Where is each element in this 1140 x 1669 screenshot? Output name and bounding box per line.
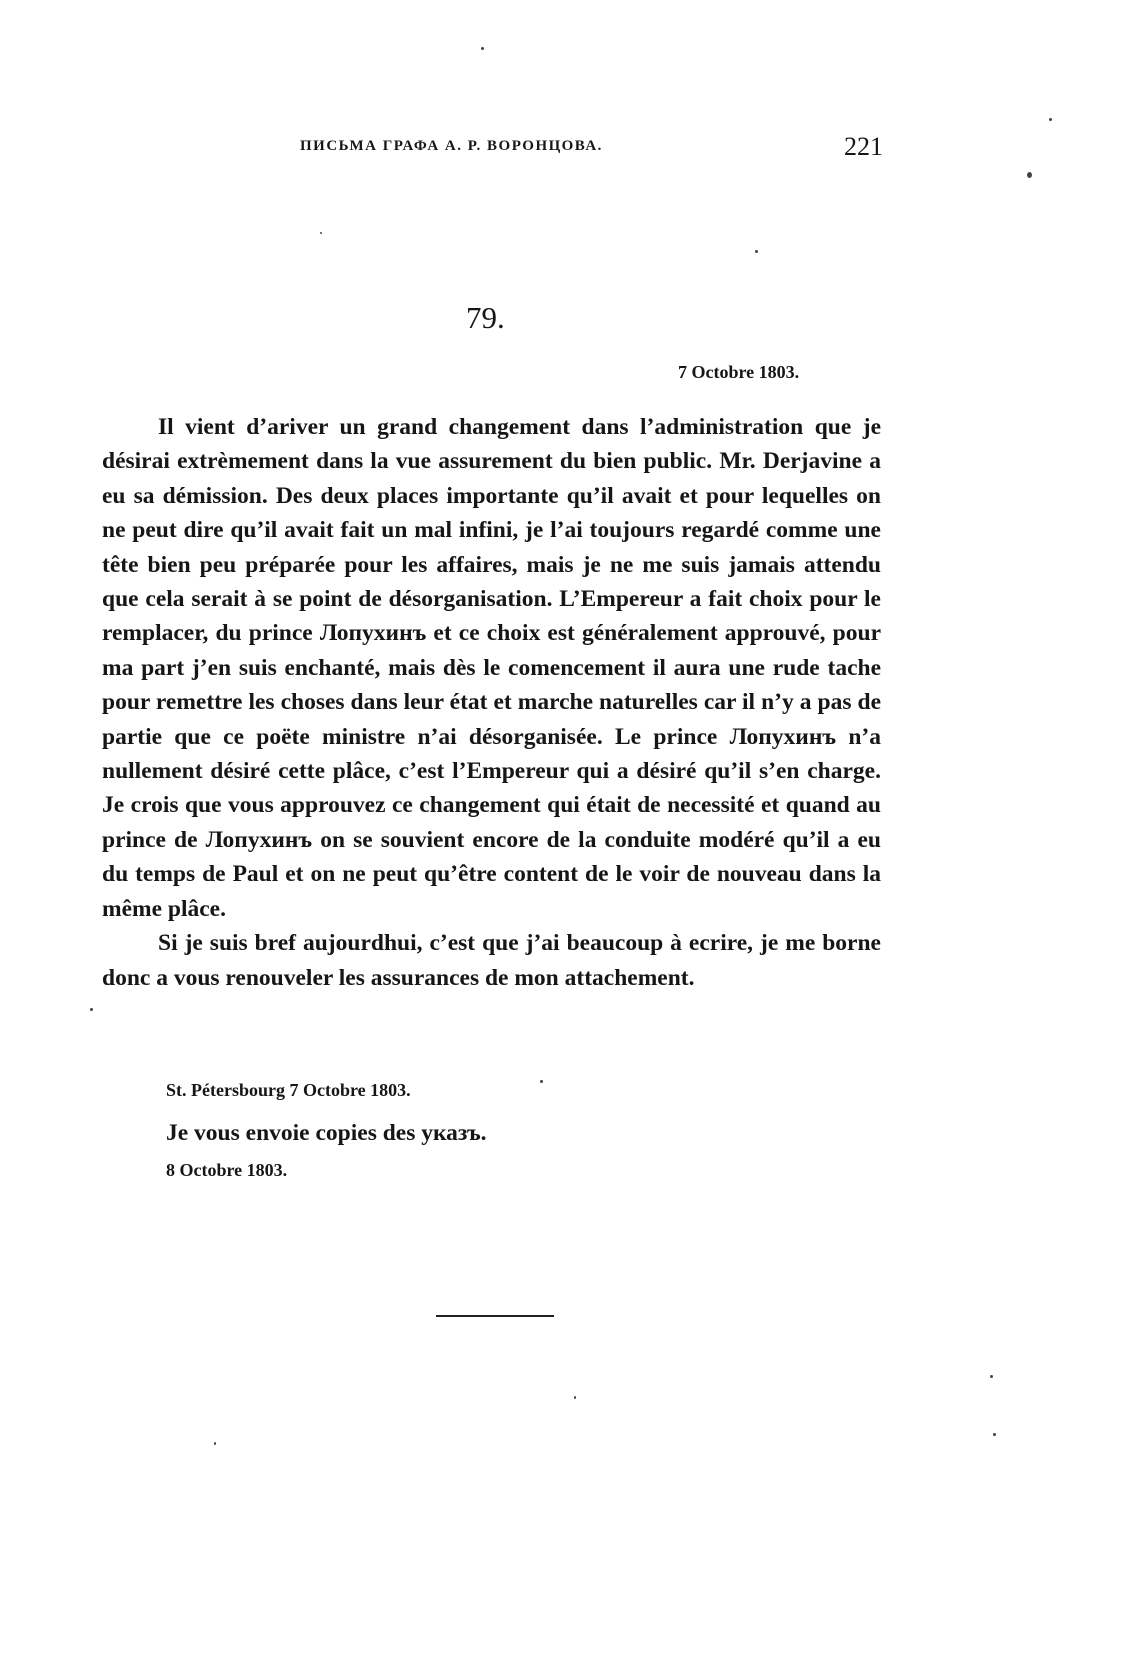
letter-body	[102, 410, 881, 995]
scan-speck	[90, 1008, 93, 1011]
scan-speck	[574, 1396, 576, 1399]
signoff-place-date: St. Pétersbourg 7 Octobre 1803.	[166, 1080, 411, 1100]
page-number: 221	[844, 132, 883, 161]
letter-date: 7 Octobre 1803.	[678, 362, 800, 382]
end-rule	[436, 1315, 554, 1317]
paragraph-2: Si je suis bref aujourdhui, c’est que j’ai beaucoup à ecrire, je me borne donc a vous renouveler les assurances de mon attachement.	[102, 930, 881, 991]
scan-speck	[1049, 118, 1052, 121]
scan-speck	[214, 1442, 216, 1445]
postscript-date: 8 Octobre 1803.	[166, 1160, 288, 1180]
scan-speck	[755, 250, 758, 253]
scan-speck	[540, 1080, 543, 1083]
paragraph-1: Il vient d’ariver un grand changement dans l’administration que je désirai extrèmement dans la vue assurement du bien public. Mr. Derjavine a eu sa démission. Des deux places importante qu’il avait et pour lequelles on ne peut dire qu’il avait fait un mal infini, je l’ai toujours regardé comme une tête bien peu préparée pour les affaires, mais je ne me suis jamais attendu que cela serait à se point de désorganisation. L’Empereur a fait choix pour le remplacer, du prince Лопухинъ et ce choix est généralement approuvé, pour ma part j’en suis enchanté, mais dès le comencement il aura une rude tache pour remettre les choses dans leur état et marche naturelles car il n’y a pas de partie que ce poëte ministre n’ai désorganisée. Le prince Лопухинъ n’a nullement désiré cette plâce, c’est l’Empereur qui a désiré qu’il s’en charge. Je crois que vous approuvez ce changement qui était de necessité et quand au prince de Лопухинъ on se souvient encore de la conduite modéré qu’il a eu du temps de Paul et on ne peut qu’être content de le voir de nouveau dans la même plâce.	[102, 414, 881, 922]
scan-speck	[993, 1433, 996, 1436]
letter-number: 79.	[466, 300, 505, 335]
running-title: ПИСЬМА ГРАФА А. Р. ВОРОНЦОВА.	[300, 138, 603, 154]
scan-speck	[320, 232, 322, 234]
scan-speck	[1027, 172, 1032, 178]
scan-speck	[481, 47, 484, 50]
scan-speck	[990, 1375, 993, 1378]
postscript: Je vous envoie copies des указъ.	[166, 1120, 487, 1146]
